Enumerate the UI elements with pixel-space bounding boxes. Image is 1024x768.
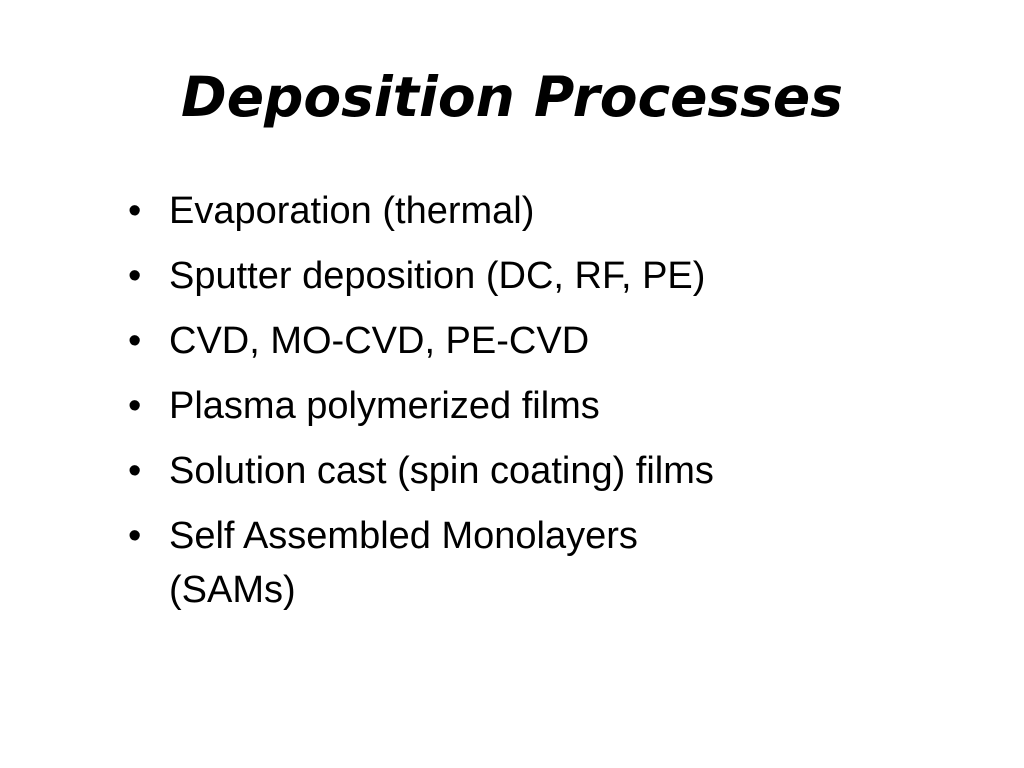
bullet-icon: • [128, 190, 142, 232]
bullet-icon: • [128, 255, 142, 297]
list-item [128, 249, 888, 303]
bullet-icon: • [128, 320, 142, 362]
bullet-text: Evaporation (thermal) [169, 190, 535, 232]
bullet-icon: • [128, 385, 142, 427]
bullet-text: CVD, MO-CVD, PE-CVD [169, 320, 590, 362]
list-item [128, 509, 769, 617]
list-item [128, 184, 888, 238]
bullet-text: Sputter deposition (DC, RF, PE) [169, 255, 706, 297]
bullet-list [128, 184, 888, 628]
bullet-icon: • [128, 450, 142, 492]
list-item [128, 379, 888, 433]
list-item [128, 314, 888, 368]
bullet-icon: • [128, 515, 142, 557]
bullet-text: Plasma polymerized films [169, 385, 600, 427]
slide-title: Deposition Processes [181, 65, 843, 129]
bullet-text: Solution cast (spin coating) films [169, 450, 714, 492]
list-item [128, 444, 888, 498]
bullet-text: Self Assembled Monolayers (SAMs) [169, 515, 638, 611]
